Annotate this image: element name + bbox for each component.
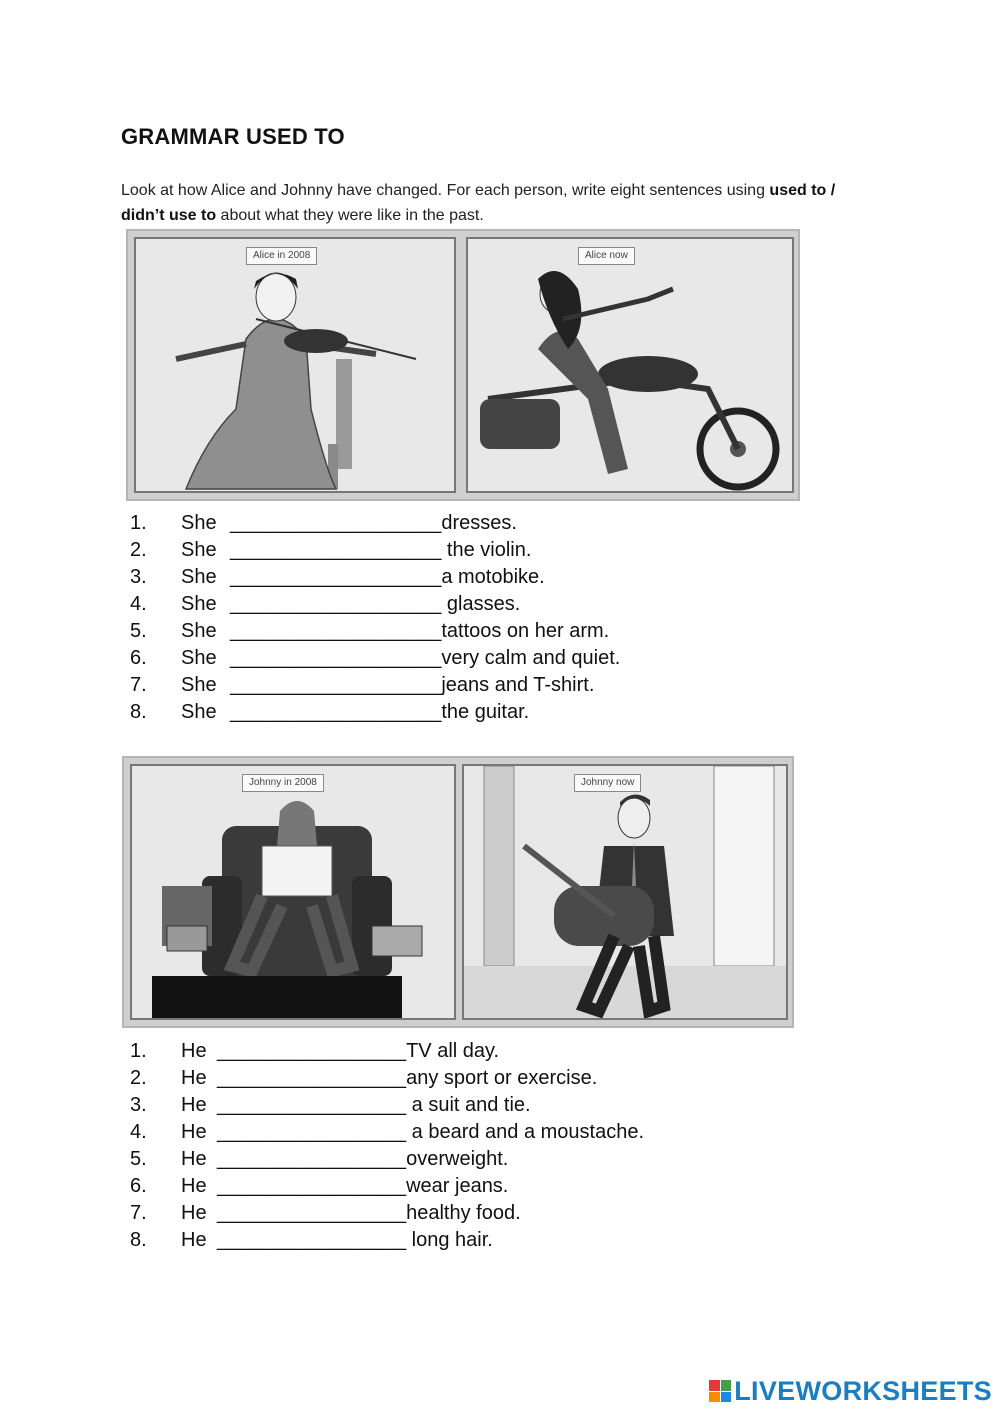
item-number: 7. [130,1202,147,1224]
item-number: 5. [130,1148,147,1170]
item-subject: She [181,593,217,615]
item-number: 6. [130,647,147,669]
item-number: 1. [130,512,147,534]
list-item [130,1227,644,1254]
item-subject: He [181,1148,207,1170]
alice-past-caption: Alice in 2008 [246,247,317,265]
alice-now-caption: Alice now [578,247,635,265]
item-number: 6. [130,1175,147,1197]
list-item [130,510,620,537]
johnny-illustrations [122,756,794,1028]
item-text[interactable]: _________________any sport or exercise. [217,1067,598,1089]
list-item [130,564,620,591]
item-text[interactable]: ___________________the guitar. [230,701,530,723]
item-number: 7. [130,674,147,696]
item-text[interactable]: ___________________tattoos on her arm. [230,620,610,642]
page-title: GRAMMAR USED TO [121,124,345,149]
item-number: 8. [130,701,147,723]
item-text[interactable]: ___________________ glasses. [230,593,521,615]
list-item [130,699,620,726]
johnny-past-caption: Johnny in 2008 [242,774,324,792]
item-subject: She [181,539,217,561]
list-item [130,591,620,618]
item-text[interactable]: ___________________very calm and quiet. [230,647,621,669]
list-item [130,537,620,564]
liveworksheets-logo [709,1376,992,1406]
item-number: 4. [130,1121,147,1143]
item-subject: He [181,1175,207,1197]
item-number: 3. [130,1094,147,1116]
item-subject: He [181,1202,207,1224]
logo-mark-icon [709,1380,731,1402]
item-subject: She [181,647,217,669]
instructions-bold: used to / didn’t use to [121,182,836,224]
item-subject: She [181,701,217,723]
list-item [130,618,620,645]
item-text[interactable]: ___________________ the violin. [230,539,532,561]
johnny-suit-illustration [464,766,786,1018]
list-item [130,1146,644,1173]
list-item [130,1119,644,1146]
item-subject: He [181,1067,207,1089]
alice-violin-illustration [136,239,454,491]
item-subject: He [181,1229,207,1251]
johnny-now-panel [462,764,788,1020]
item-text[interactable]: ___________________dresses. [230,512,517,534]
item-subject: She [181,512,217,534]
item-number: 2. [130,1067,147,1089]
list-item [130,1092,644,1119]
list-item [130,1173,644,1200]
johnny-past-panel [130,764,456,1020]
list-item [130,1038,644,1065]
item-number: 5. [130,620,147,642]
item-subject: She [181,566,217,588]
list-item [130,672,620,699]
item-subject: He [181,1094,207,1116]
item-text[interactable]: _________________ a suit and tie. [217,1094,531,1116]
item-text[interactable]: ___________________jeans and T-shirt. [230,674,595,696]
instructions [121,178,881,228]
johnny-sentence-list [130,1038,644,1254]
item-number: 1. [130,1040,147,1062]
item-number: 4. [130,593,147,615]
instructions-text-end: about what they were like in the past. [216,207,484,224]
list-item [130,645,620,672]
johnny-armchair-illustration [132,766,454,1018]
johnny-now-caption: Johnny now [574,774,641,792]
item-text[interactable]: _________________overweight. [217,1148,509,1170]
item-number: 8. [130,1229,147,1251]
logo-text: LIVEWORKSHEETS [734,1375,992,1406]
alice-motorbike-illustration [468,239,792,491]
alice-past-panel [134,237,456,493]
instructions-text: Look at how Alice and Johnny have changed. For each person, write eight sentences using [121,182,765,199]
item-text[interactable]: _________________wear jeans. [217,1175,509,1197]
list-item [130,1200,644,1227]
item-text[interactable]: ___________________a motobike. [230,566,545,588]
item-text[interactable]: _________________TV all day. [217,1040,500,1062]
item-subject: She [181,674,217,696]
alice-now-panel [466,237,794,493]
item-text[interactable]: _________________ long hair. [217,1229,493,1251]
alice-illustrations [126,229,800,501]
item-text[interactable]: _________________healthy food. [217,1202,521,1224]
item-text[interactable]: _________________ a beard and a moustache. [217,1121,645,1143]
list-item [130,1065,644,1092]
alice-sentence-list [130,510,620,726]
item-number: 3. [130,566,147,588]
item-subject: He [181,1040,207,1062]
item-number: 2. [130,539,147,561]
item-subject: She [181,620,217,642]
item-subject: He [181,1121,207,1143]
